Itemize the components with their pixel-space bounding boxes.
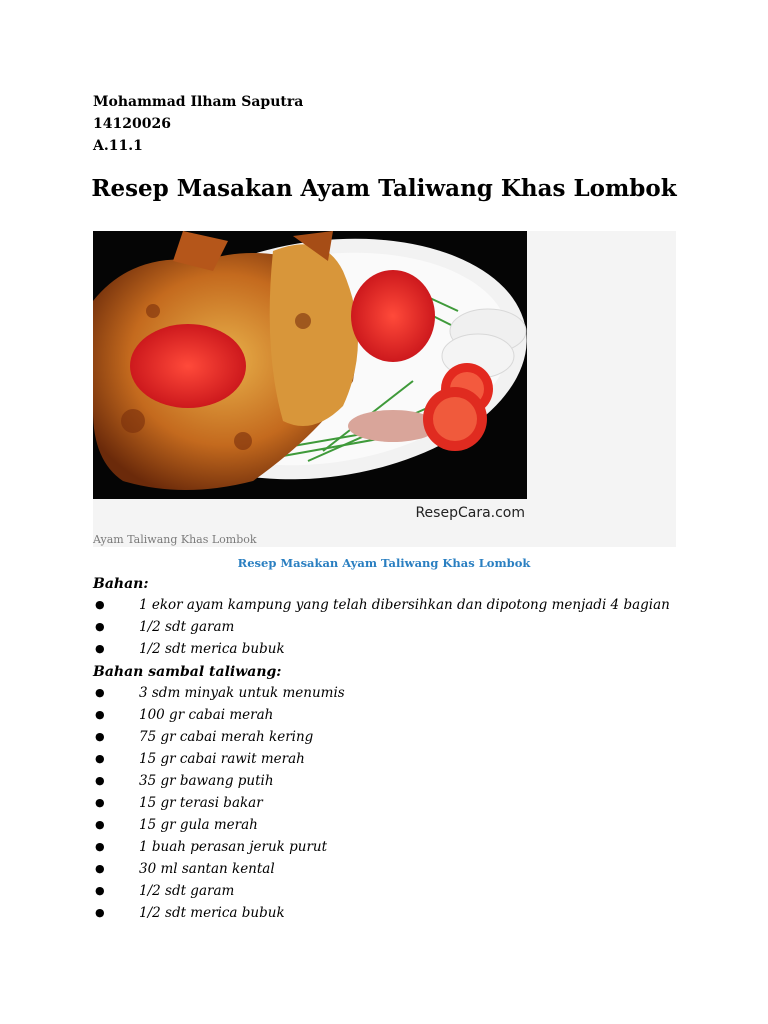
bullet-icon: ● [95, 906, 105, 919]
page-title: Resep Masakan Ayam Taliwang Khas Lombok [91, 175, 677, 202]
list-item [93, 726, 345, 748]
list-item [93, 902, 345, 924]
author-block [93, 91, 493, 157]
list-item [93, 682, 345, 704]
author-name: Mohammad Ilham Saputra [93, 94, 304, 110]
list-item [93, 770, 345, 792]
recipe-link-title[interactable]: Resep Masakan Ayam Taliwang Khas Lombok [237, 556, 531, 570]
bullet-icon: ● [95, 620, 105, 633]
list-item-text: 35 gr bawang putih [139, 773, 274, 789]
list-item [93, 616, 670, 638]
list-item [93, 836, 345, 858]
bullet-icon: ● [95, 686, 105, 699]
bullet-icon: ● [95, 642, 105, 655]
list-item [93, 704, 345, 726]
image-caption: Ayam Taliwang Khas Lombok [93, 533, 257, 546]
recipe-photo [93, 231, 527, 499]
list-item-text: 1/2 sdt merica bubuk [139, 641, 285, 657]
list-item-text: 75 gr cabai merah kering [139, 729, 314, 745]
ingredients-heading: Bahan: [93, 576, 149, 592]
list-item-text: 1 ekor ayam kampung yang telah dibersihkan dan dipotong menjadi 4 bagian [139, 597, 670, 613]
list-item [93, 594, 670, 616]
bullet-icon: ● [95, 708, 105, 721]
bullet-icon: ● [95, 730, 105, 743]
list-item [93, 880, 345, 902]
list-item-text: 1/2 sdt merica bubuk [139, 905, 285, 921]
list-item-text: 1/2 sdt garam [139, 883, 235, 899]
sambal-ingredients-list [93, 682, 345, 924]
list-item [93, 748, 345, 770]
list-item [93, 792, 345, 814]
ingredients-list [93, 594, 670, 660]
list-item-text: 30 ml santan kental [139, 861, 275, 877]
list-item-text: 15 gr gula merah [139, 817, 258, 833]
recipe-photo-frame [93, 231, 676, 547]
bullet-icon: ● [95, 598, 105, 611]
list-item-text: 15 gr cabai rawit merah [139, 751, 305, 767]
image-watermark: ResepCara.com [415, 505, 525, 521]
bullet-icon: ● [95, 818, 105, 831]
bullet-icon: ● [95, 862, 105, 875]
bullet-icon: ● [95, 884, 105, 897]
bullet-icon: ● [95, 840, 105, 853]
list-item-text: 15 gr terasi bakar [139, 795, 263, 811]
list-item-text: 1/2 sdt garam [139, 619, 235, 635]
list-item-text: 1 buah perasan jeruk purut [139, 839, 328, 855]
list-item [93, 858, 345, 880]
list-item-text: 3 sdm minyak untuk menumis [139, 685, 345, 701]
sambal-heading: Bahan sambal taliwang: [93, 664, 282, 680]
bullet-icon: ● [95, 774, 105, 787]
student-id: 14120026 [93, 116, 171, 132]
list-item [93, 814, 345, 836]
list-item-text: 100 gr cabai merah [139, 707, 274, 723]
bullet-icon: ● [95, 752, 105, 765]
bullet-icon: ● [95, 796, 105, 809]
class-code: A.11.1 [93, 138, 143, 154]
list-item [93, 638, 670, 660]
